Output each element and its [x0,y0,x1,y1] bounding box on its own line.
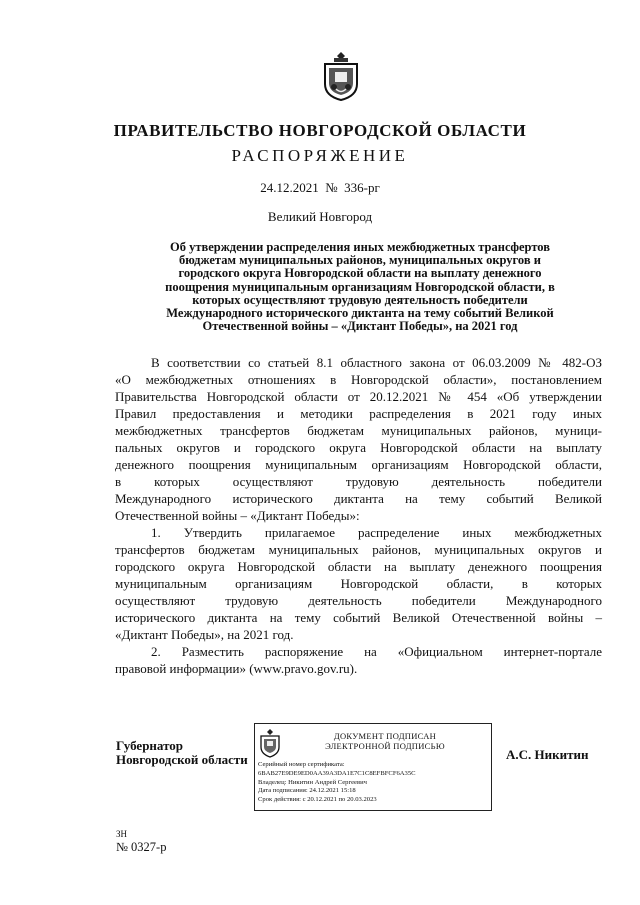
certificate-label: Серийный номер сертификата: [258,761,345,768]
body-line: городского округа Новгородской области на выплату денежного поощрения [115,559,602,574]
document-title [118,241,602,333]
body-line: 2. Разместить распоряжение на «Официальном интернет-портале [151,644,602,659]
registration-number: № 0327-р [116,840,167,854]
body-line: межбюджетных трансфертов бюджетам муниципальных районов, муници- [115,423,602,438]
city: Великий Новгород [267,209,373,224]
body-line: муниципальным организациям Новгородской области, в которых [115,576,602,591]
position-line: Новгородской области [116,752,248,767]
signer-name: А.С. Никитин [506,747,589,762]
body-line: «О межбюджетных отношениях в Новгородской области», постановлением [115,372,602,387]
title-line: Международного исторического диктанта на тему событий Великой [166,306,554,321]
document-date-number [0,180,640,196]
signing-date: Дата подписания: 24.12.2021 15:18 [258,787,356,795]
body-line: исторического диктанта на тему событий Великой Отечественной войны – [115,610,602,625]
position-line: Губернатор [116,738,184,753]
body-line: осуществляют трудовую деятельность победители Международного [115,593,602,608]
stamp-details [258,761,486,805]
body-line: в которых осуществляют трудовую деятельность победители [115,474,602,489]
body-line: пальных округов и городского округа Новгородской области на выплату [115,440,602,455]
certificate-serial: 6BAB27E9DE9ED0AA39A3DA1E7C1C8EFBFCF6A35C [258,769,416,777]
document-body [115,354,602,677]
certificate-validity: Срок действия: с 20.12.2021 по 20.03.2023 [258,796,377,804]
document-date: 24.12.2021 [260,180,319,195]
organization-name: ПРАВИТЕЛЬСТВО НОВГОРОДСКОЙ ОБЛАСТИ [113,121,527,140]
title-line: которых осуществляют трудовую деятельность победители [192,292,528,307]
body-line: Правительства Новгородской области от 20.12.2021 № 454 «Об утверждении [115,389,602,404]
body-line: Международного исторического диктанта на тему событий Великой [115,491,602,506]
body-line: денежного поощрения муниципальным организациям Новгородской области, [115,457,602,472]
signatory-position [116,739,248,767]
footer-registration [116,829,166,854]
stamp-heading-line: ДОКУМЕНТ ПОДПИСАН [333,731,437,741]
body-line: Правил предоставления и методики распределения в 2021 году иных [115,406,602,421]
electronic-signature-stamp [254,723,492,811]
title-line: поощрения муниципальным организациям Новгородской области, в [165,279,555,294]
stamp-emblem-icon [259,728,281,758]
body-line: В соответствии со статьей 8.1 областного закона от 06.03.2009 № 482-ОЗ [151,355,602,370]
body-line: «Диктант Победы», на 2021 год. [115,627,294,642]
executor-initials: ЗН [116,829,128,839]
body-line: правовой информации» (www.pravo.gov.ru). [115,661,358,676]
stamp-heading-line: ЭЛЕКТРОННОЙ ПОДПИСЬЮ [325,741,445,751]
title-line: Отечественной войны – «Диктант Победы», на 2021 год [202,319,518,334]
body-line: 1. Утвердить прилагаемое распределение иных межбюджетных [151,525,602,540]
stamp-heading [287,731,483,751]
title-line: городского округа Новгородской области на выплату денежного [178,266,542,281]
title-line: бюджетам муниципальных районов, муниципальных округов и [179,253,541,268]
document-type: РАСПОРЯЖЕНИЕ [231,146,409,165]
document-number: 336-рг [344,180,380,195]
body-line: трансфертов бюджетам муниципальных районов, муниципальных округов и [115,542,602,557]
title-line: Об утверждении распределения иных межбюджетных трансфертов [170,240,550,254]
body-line: Отечественной войны – «Диктант Победы»: [115,508,360,523]
coat-of-arms-emblem [322,50,360,102]
number-sign: № [325,180,338,195]
certificate-owner: Владелец: Никитин Андрей Сергеевич [258,778,367,786]
